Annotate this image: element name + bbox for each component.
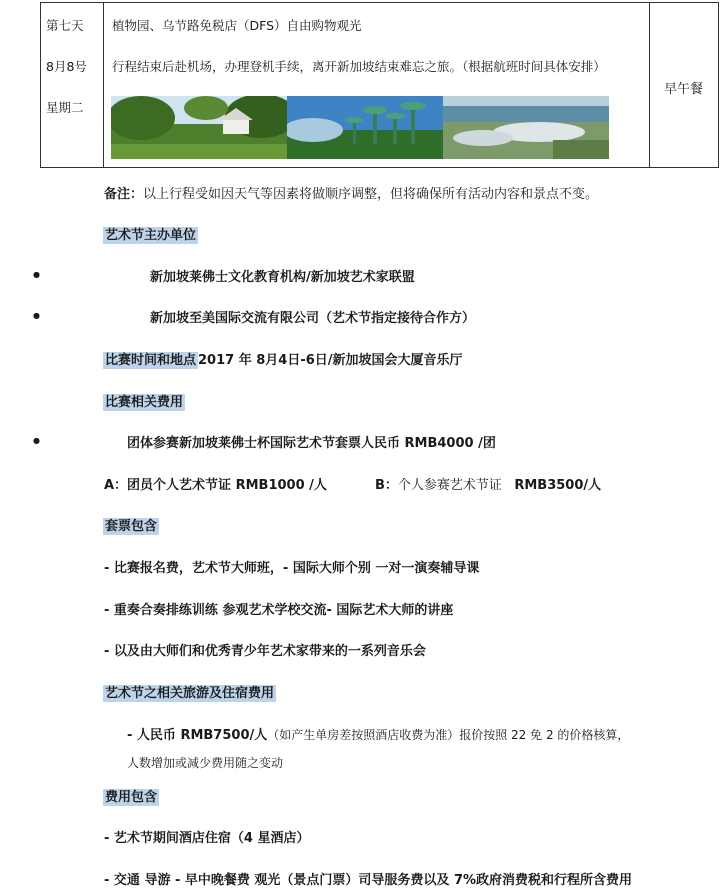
fee-option-b	[375, 474, 601, 493]
fee-option-b-prefix: B：	[375, 478, 398, 493]
travel-heading-text: 艺术节之相关旅游及住宿费用	[105, 686, 275, 701]
note-text: 以上行程受如因天气等因素将做顺序调整，但将确保所有活动内容和景点不变。	[143, 187, 599, 202]
time-place-text: 2017 年 8月4日-6日/新加坡国会大厦音乐厅	[198, 353, 463, 368]
travel-price-bold: - 人民币 RMB7500/人	[127, 728, 268, 743]
package-line-3: - 以及由大师们和优秀青少年艺术家带来的一系列音乐会	[104, 644, 426, 659]
package-heading-text: 套票包含	[105, 519, 158, 534]
includes-heading-text: 费用包含	[105, 790, 158, 805]
day-weekday: 星期二	[46, 100, 84, 115]
note-label: 备注：	[104, 187, 144, 202]
bullet-icon: ●	[33, 311, 40, 320]
day-label: 第七天	[46, 18, 84, 33]
includes-heading	[103, 786, 159, 805]
time-place	[103, 349, 463, 368]
itinerary-line-2: 行程结束后赴机场，办理登机手续，离开新加坡结束难忘之旅。（根据航班时间具体安排）	[112, 59, 606, 74]
organizers-heading	[103, 224, 198, 243]
travel-heading	[103, 682, 276, 701]
bullet-icon: ●	[33, 270, 40, 279]
gardens-by-the-bay-photo	[287, 96, 443, 159]
fees-heading-text: 比赛相关费用	[105, 395, 184, 410]
travel-price-rest: （如产生单房差按照酒店收费为准）报价按照 22 免 2 的价格核算，	[267, 728, 630, 742]
bullet-icon: ●	[33, 436, 40, 445]
includes-line-1: - 艺术节期间酒店住宿（4 星酒店）	[104, 831, 310, 846]
fee-option-b-mid: 个人参赛艺术节证	[397, 478, 502, 493]
itinerary-line-1: 植物园、乌节路免税店（DFS）自由购物观光	[112, 18, 362, 33]
meals-label: 早午餐	[664, 82, 704, 97]
organizer-item-1: 新加坡莱佛士文化教育机构/新加坡艺术家联盟	[150, 270, 415, 285]
organizers-heading-text: 艺术节主办单位	[105, 228, 197, 243]
travel-price	[127, 724, 629, 743]
botanic-garden-photo	[111, 96, 287, 159]
fees-package-item: 团体参赛新加坡莱佛士杯国际艺术节套票人民币 RMB4000 /团	[127, 436, 496, 451]
marina-bay-photo	[443, 96, 609, 159]
includes-line-2: - 交通 导游 - 早中晚餐费 观光（景点门票）司导服务费以及 7%政府消费税和行程所含费用	[104, 873, 633, 888]
note	[104, 183, 598, 202]
fee-option-a: A：团员个人艺术节证 RMB1000 /人	[104, 478, 327, 493]
day-date: 8月8号	[46, 59, 87, 74]
fee-option-b-price: RMB3500/人	[514, 478, 602, 493]
package-heading	[103, 515, 159, 534]
travel-line-2: 人数增加或减少费用随之变动	[127, 756, 284, 770]
package-line-1: - 比赛报名费，艺术节大师班，- 国际大师个别 一对一演奏辅导课	[104, 561, 480, 576]
organizer-item-2: 新加坡至美国际交流有限公司（艺术节指定接待合作方）	[150, 311, 476, 326]
package-line-2: - 重奏合奏排练训练 参观艺术学校交流- 国际艺术大师的讲座	[104, 603, 454, 618]
fees-heading	[103, 391, 185, 410]
time-place-label: 比赛时间和地点	[105, 353, 197, 368]
